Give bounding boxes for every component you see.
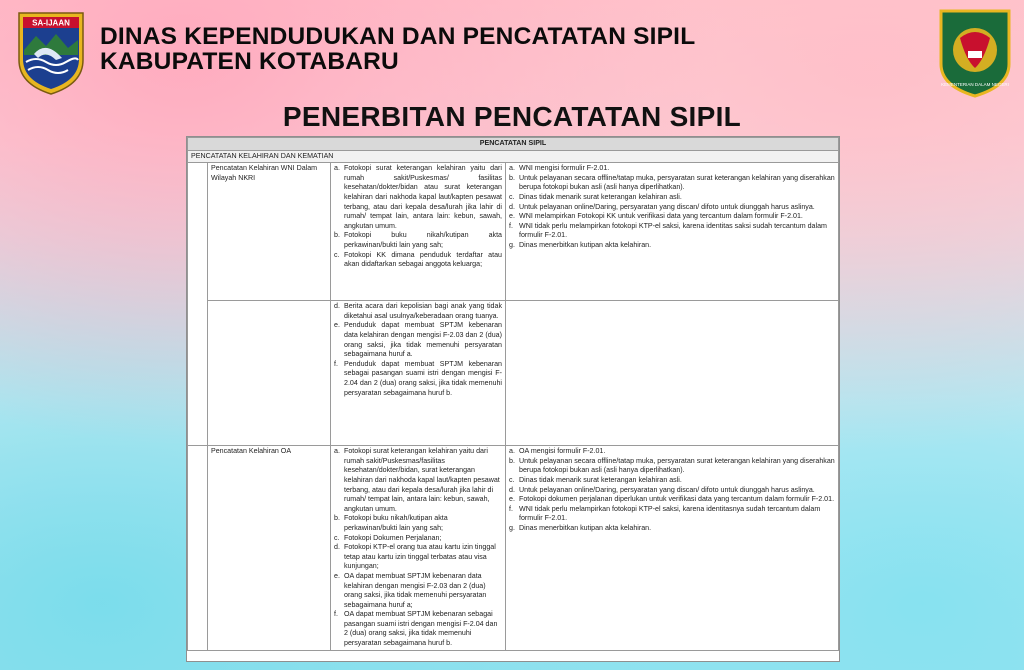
table-row — [188, 163, 839, 301]
table-row — [188, 446, 839, 650]
kotabaru-logo — [16, 10, 86, 96]
header-title — [100, 24, 695, 74]
list-item: g. Dinas menerbitkan kutipan akta kelahiran. — [509, 240, 652, 249]
header-title-line1: DINAS KEPENDUDUKAN DAN PENCATATAN SIPIL — [100, 23, 696, 50]
list-item: a. Fotokopi surat keterangan kelahiran yaitu dari rumah sakit/Puskesmas/fasilitas kesehatan/dokter/bidan, surat keterangan kelahiran dari nakhoda kapal laut/kapten pesawat terbang, atau dari kepala desa/lurah jika lahir di rumah/ tempat lain, antara lain: kebun, sawah, angkutan umum. — [334, 447, 500, 513]
pencatatan-sipil-table — [186, 136, 840, 662]
kemendagri-logo — [938, 8, 1012, 98]
kotabaru-shield-icon — [16, 10, 86, 96]
list-item: b. Untuk pelayanan secara offline/tatap muka, persyaratan surat keterangan kelahiran yang diserahkan berupa fotokopi bukan asli (asli hanya diperlihatkan). — [509, 456, 835, 475]
list-item: c. Fotokopi Dokumen Perjalanan; — [334, 533, 442, 542]
service-name-continued — [208, 301, 331, 446]
header-title-line2: KABUPATEN KOTABARU — [100, 48, 399, 75]
list-item: c. Dinas tidak menarik surat keterangan kelahiran asli. — [509, 192, 682, 201]
list-item: c. Fotokopi KK dimana penduduk terdaftar atau akan didaftarkan sebagai anggota keluarga; — [334, 250, 502, 269]
list-item: b. Fotokopi buku nikah/kutipan akta perkawinan/bukti lain yang sah; — [334, 231, 502, 249]
procedure-cell-empty — [506, 301, 839, 446]
list-item: g. Dinas menerbitkan kutipan akta kelahiran. — [509, 523, 652, 532]
table-section: PENCATATAN KELAHIRAN DAN KEMATIAN — [188, 150, 839, 163]
page-title: PENERBITAN PENCATATAN SIPIL — [282, 101, 742, 132]
list-item: a. Fotokopi surat keterangan kelahiran yaitu dari rumah sakit/Puskesmas/ fasilitas kesehatan/dokter/bidan atau surat keterangan kelahiran dari nakhoda kapal laut/kapten pesawat terbang, atau dari kepala desa/lurah jika lahir di rumah/ tempat lain, antara lain: kebun, sawah, angkutan umum. — [334, 164, 502, 230]
service-name: Pencatatan Kelahiran OA — [208, 446, 331, 650]
table-row — [188, 301, 839, 446]
list-item: f. OA dapat membuat SPTJM kebenaran sebagai pasangan suami istri dengan mengisi F-2.04 dan 2 (dua) orang saksi, jika tidak memenuhi persyaratan sebagaimana huruf b. — [334, 610, 498, 648]
svg-text:SA-IJAAN: SA-IJAAN — [32, 18, 70, 28]
list-item: e. WNI melampirkan Fotokopi KK untuk verifikasi data yang tercantum dalam formulir F-2.01. — [509, 212, 803, 221]
table-title: PENCATATAN SIPIL — [188, 138, 839, 151]
requirements-cell — [331, 301, 506, 446]
list-item: b. Untuk pelayanan secara offline/tatap muka, persyaratan surat keterangan kelahiran yang diserahkan berupa fotokopi bukan asli (asli hanya diperlihatkan). — [509, 173, 835, 192]
list-item: b. Fotokopi buku nikah/kutipan akta perkawinan/bukti lain yang sah; — [334, 514, 448, 532]
row-number-cell — [188, 163, 208, 446]
list-item: c. Dinas tidak menarik surat keterangan kelahiran asli. — [509, 475, 682, 484]
list-item: d. Berita acara dari kepolisian bagi anak yang tidak diketahui asal usulnya/keberadaan orang tuanya. — [334, 302, 502, 320]
list-item: e. Fotokopi dokumen perjalanan diperlukan untuk verifikasi data yang tercantum dalam formulir F-2.01. — [509, 495, 835, 504]
requirements-cell — [331, 446, 506, 650]
svg-text:KEMENTERIAN DALAM NEGERI: KEMENTERIAN DALAM NEGERI — [941, 82, 1009, 87]
kemendagri-shield-icon — [938, 8, 1012, 98]
list-item: e. Penduduk dapat membuat SPTJM kebenaran data kelahiran dengan mengisi F-2.03 dan 2 (dua) orang saksi, jika tidak memenuhi persyaratan sebagaimana huruf a. — [334, 321, 502, 359]
list-item: d. Fotokopi KTP-el orang tua atau kartu izin tinggal tetap atau kartu izin tinggal terbatas atau visa kunjungan; — [334, 543, 496, 571]
row-number-cell — [188, 446, 208, 650]
list-item: d. Untuk pelayanan online/Daring, persyaratan yang discan/ difoto untuk diunggah harus aslinya. — [509, 485, 815, 494]
list-item: a. WNI mengisi formulir F-2.01. — [509, 164, 610, 173]
list-item: f. WNI tidak perlu melampirkan fotokopi KTP-el saksi, karena identitasnya sudah tercantum dalam formulir F-2.01. — [509, 504, 821, 523]
service-name: Pencatatan Kelahiran WNI Dalam Wilayah NKRI — [208, 163, 331, 301]
list-item: e. OA dapat membuat SPTJM kebenaran data kelahiran dengan mengisi F-2.03 dan 2 (dua) orang saksi, jika tidak memenuhi persyaratan sebagaimana huruf a; — [334, 571, 487, 609]
list-item: f. WNI tidak perlu melampirkan fotokopi KTP-el saksi, karena identitas saksi sudah tercantum dalam formulir F-2.01. — [509, 221, 827, 240]
list-item: a. OA mengisi formulir F-2.01. — [509, 447, 606, 456]
requirements-cell — [331, 163, 506, 301]
list-item: f. Penduduk dapat membuat SPTJM kebenaran sebagai pasangan suami istri dengan mengisi F-2.04 dan 2 (dua) orang saksi, jika tidak memenuhi persyaratan sebagaimana huruf b. — [334, 359, 502, 397]
procedure-cell — [506, 163, 839, 301]
list-item: d. Untuk pelayanan online/Daring, persyaratan yang discan/ difoto untuk diunggah harus aslinya. — [509, 202, 815, 211]
procedure-cell — [506, 446, 839, 650]
